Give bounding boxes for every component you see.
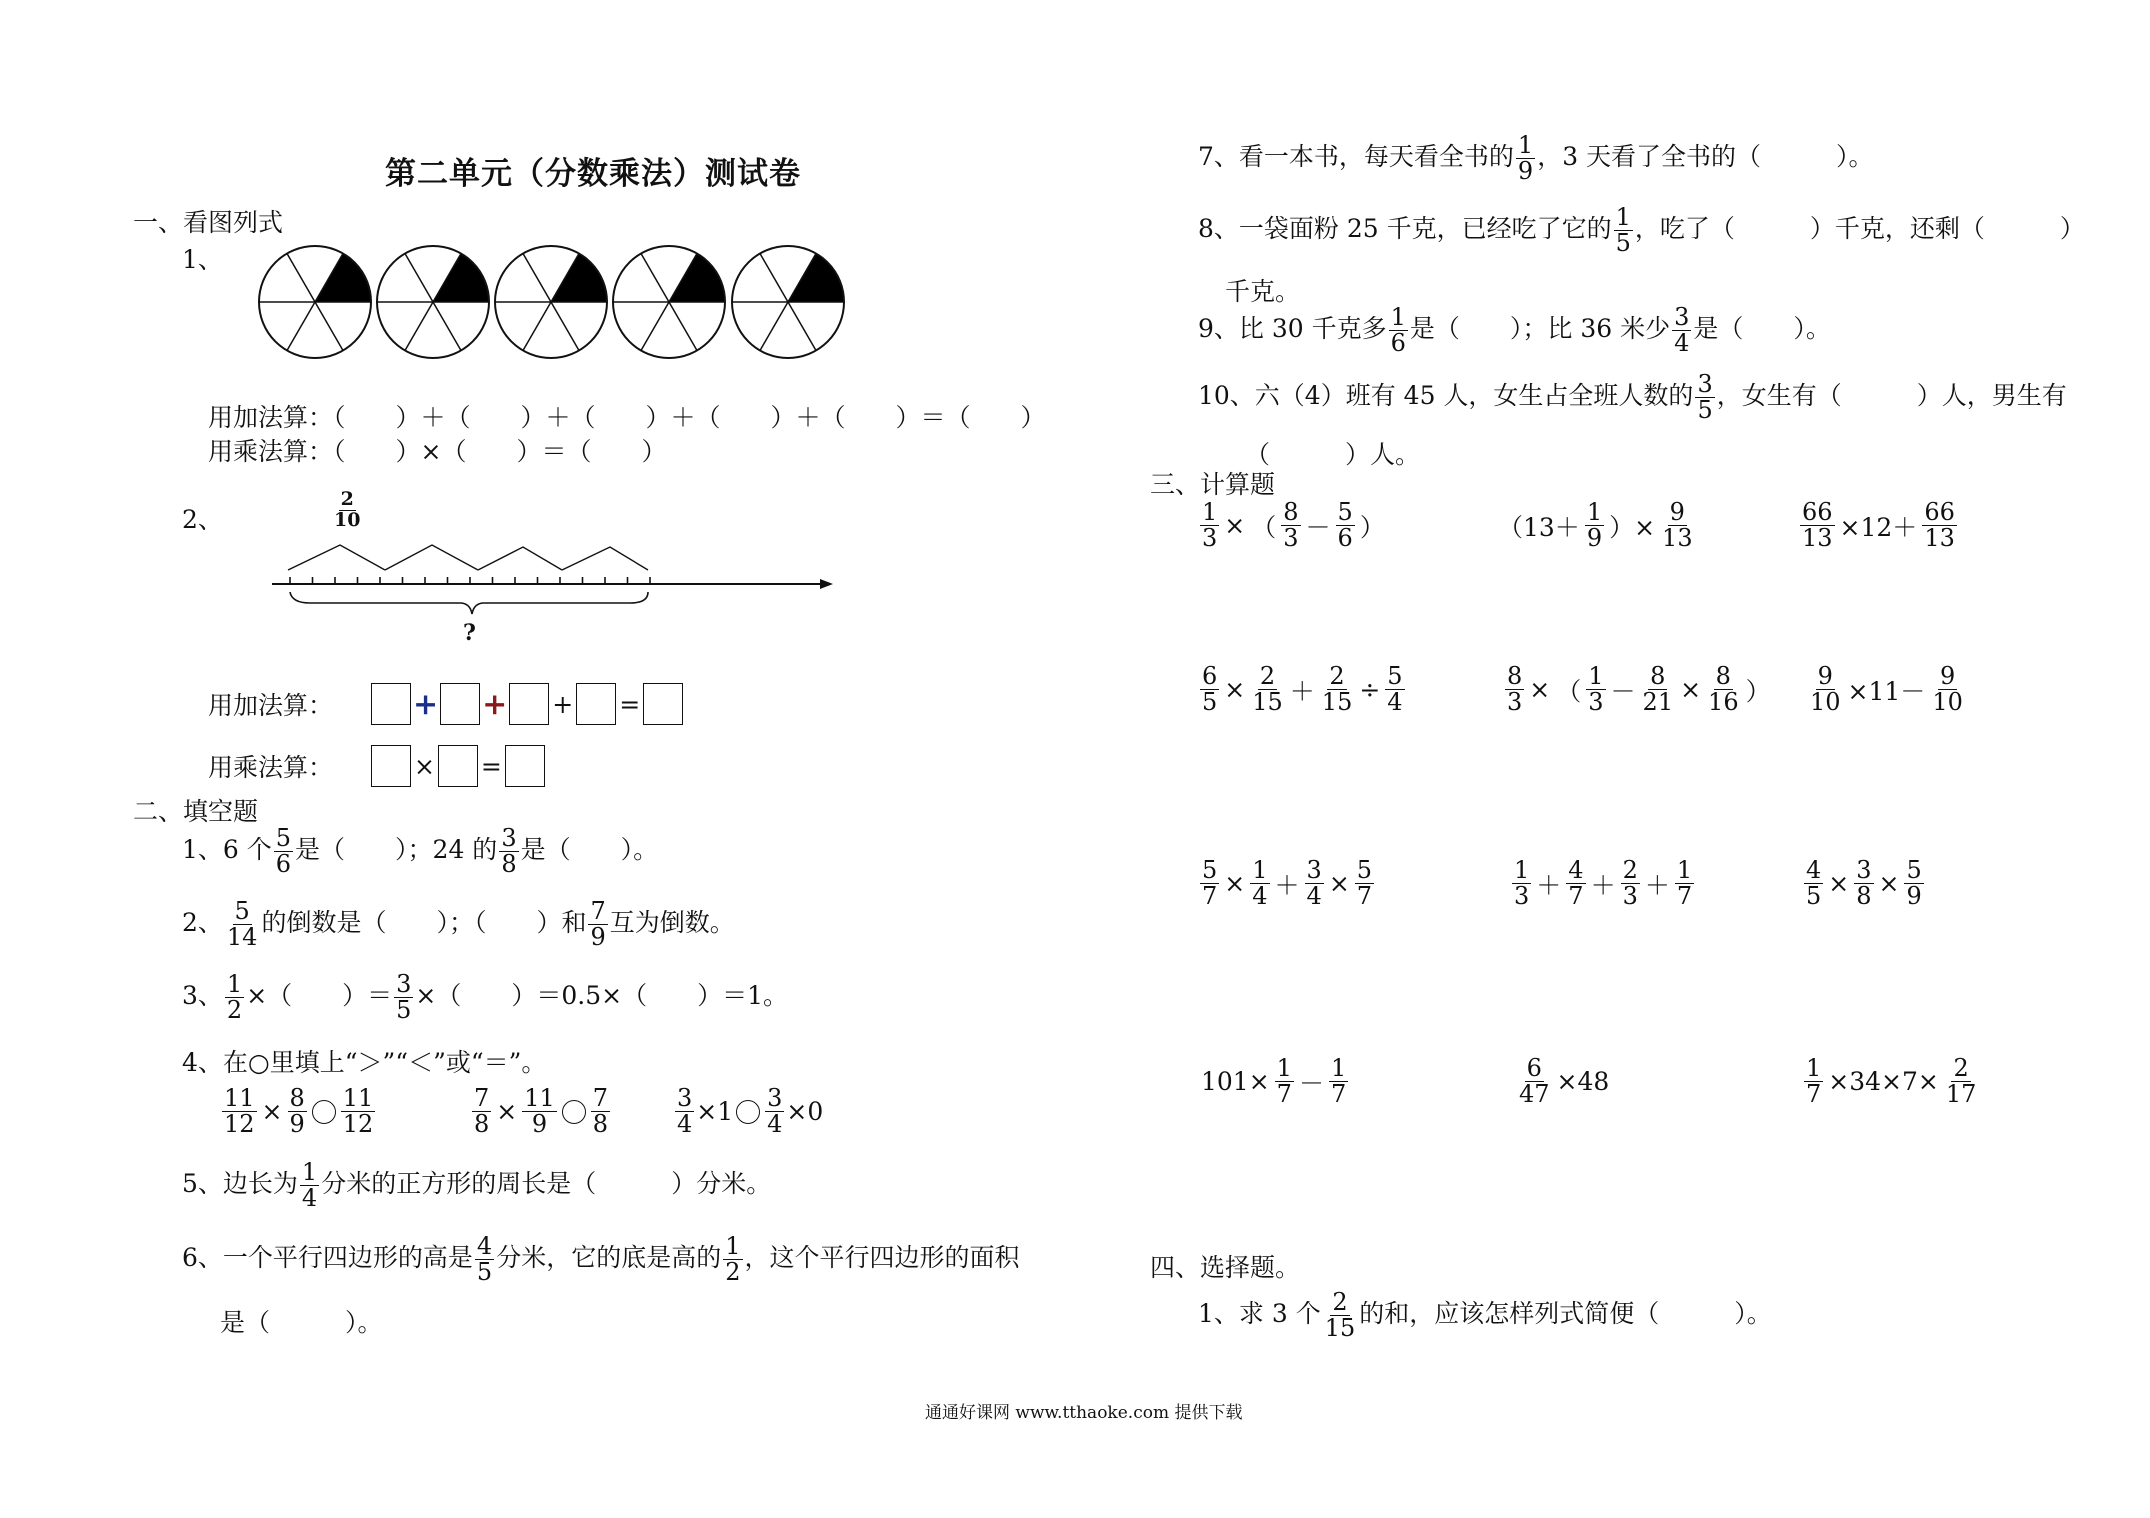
fraction bbox=[288, 1086, 307, 1137]
equals-sign: = bbox=[619, 689, 641, 719]
fill-q6-line2: 是（ ）。 bbox=[220, 1308, 383, 1337]
denominator: 5 bbox=[396, 996, 412, 1025]
text-fragment: ，女生有（ ）人，男生有 bbox=[1716, 381, 2067, 411]
fraction bbox=[394, 972, 413, 1023]
denominator: 6 bbox=[1390, 329, 1406, 358]
denominator: 5 bbox=[1697, 396, 1713, 425]
text-fragment: ＋ bbox=[1289, 676, 1315, 706]
fraction bbox=[341, 1086, 376, 1137]
fraction bbox=[499, 826, 518, 877]
numerator: 5 bbox=[1356, 856, 1373, 884]
calc-12 bbox=[1802, 1056, 1980, 1107]
text-fragment: ×34×7× bbox=[1828, 1067, 1939, 1097]
text-fragment: 是（ ）。 bbox=[1693, 314, 1831, 344]
plus-sign: + bbox=[552, 689, 574, 719]
fraction bbox=[723, 1234, 742, 1285]
arrow-head-icon bbox=[820, 579, 833, 589]
denominator: 7 bbox=[1276, 1080, 1292, 1109]
text-fragment: × bbox=[1224, 511, 1246, 541]
text-fragment: 是（ ）；比 36 米少 bbox=[1409, 314, 1671, 344]
denominator: 15 bbox=[1324, 1314, 1356, 1343]
calc-11 bbox=[1515, 1056, 1612, 1107]
denominator: 7 bbox=[1676, 882, 1693, 911]
numerator: 1 bbox=[1517, 131, 1534, 159]
numerator: 1 bbox=[1252, 856, 1268, 884]
fraction bbox=[274, 826, 293, 877]
numerator: 3 bbox=[767, 1084, 783, 1112]
numerator: 2 bbox=[1332, 1288, 1348, 1316]
text-fragment: 9、比 30 千克多 bbox=[1198, 314, 1387, 344]
underbrace bbox=[290, 592, 648, 614]
fraction bbox=[1621, 858, 1640, 909]
text-fragment: × bbox=[1529, 675, 1551, 705]
denominator: 5 bbox=[1615, 229, 1631, 258]
numerator: 5 bbox=[1906, 856, 1922, 884]
fraction bbox=[1675, 858, 1694, 909]
compare-3 bbox=[673, 1086, 823, 1137]
numerator: 1 bbox=[1390, 303, 1406, 331]
denominator: 6 bbox=[275, 850, 292, 879]
denominator: 5 bbox=[1202, 688, 1218, 717]
text-fragment: × bbox=[1224, 869, 1246, 899]
denominator: 17 bbox=[1945, 1080, 1977, 1109]
fraction bbox=[1512, 858, 1531, 909]
text-fragment: － bbox=[1305, 512, 1331, 542]
fraction bbox=[1854, 858, 1873, 909]
section3-heading: 三、计算题 bbox=[1150, 470, 1276, 499]
mul-label: 用乘法算： bbox=[208, 753, 334, 782]
text-fragment: 10、六（4）班有 45 人，女生占全班人数的 bbox=[1198, 381, 1694, 411]
fraction bbox=[675, 1086, 694, 1137]
page-title: 第二单元（分数乘法）测试卷 bbox=[385, 156, 801, 192]
text-fragment: ＋ bbox=[1536, 870, 1562, 900]
fraction bbox=[1200, 664, 1219, 715]
numerator: 1 bbox=[1588, 662, 1604, 690]
denominator: 5 bbox=[1806, 882, 1822, 911]
equals-sign: = bbox=[480, 751, 502, 781]
fraction bbox=[522, 1086, 557, 1137]
numerator: 1 bbox=[1586, 498, 1603, 526]
answer-box[interactable] bbox=[438, 745, 478, 787]
compare-circle[interactable] bbox=[312, 1100, 336, 1124]
fill-q9 bbox=[1198, 305, 1831, 356]
calc-7 bbox=[1198, 858, 1376, 909]
fraction bbox=[1250, 664, 1285, 715]
denominator: 8 bbox=[1856, 882, 1872, 911]
hump-2 bbox=[385, 545, 478, 570]
text-fragment: ，3 天看了全书的（ ）。 bbox=[1537, 142, 1874, 172]
text-fragment: ＋ bbox=[1590, 870, 1616, 900]
denominator: 12 bbox=[342, 1110, 374, 1139]
q1-label: 1、 bbox=[182, 245, 223, 274]
fraction bbox=[1672, 305, 1691, 356]
text-fragment: ×（ ）＝0.5×（ ）＝1。 bbox=[415, 981, 788, 1011]
numerator: 2 bbox=[1329, 662, 1345, 690]
numerator: 9 bbox=[1817, 662, 1833, 690]
choice-q1 bbox=[1198, 1290, 1772, 1341]
text-fragment: 是（ ）；24 的 bbox=[295, 835, 498, 865]
numerator: 3 bbox=[677, 1084, 693, 1112]
plus-sign: + bbox=[412, 686, 439, 722]
denominator: 4 bbox=[1306, 882, 1322, 911]
denominator: 13 bbox=[1924, 524, 1955, 553]
fraction bbox=[1323, 1290, 1358, 1341]
text-fragment: ，吃了（ ）千克，还剩（ ） bbox=[1634, 214, 2085, 244]
numerator: 7 bbox=[474, 1084, 490, 1112]
numerator: 3 bbox=[1306, 856, 1322, 884]
denominator: 3 bbox=[1283, 524, 1299, 553]
text-fragment: ×12＋ bbox=[1839, 512, 1918, 542]
denominator: 2 bbox=[725, 1258, 741, 1287]
fraction bbox=[225, 972, 244, 1023]
fraction bbox=[475, 1234, 494, 1285]
fraction bbox=[1904, 858, 1923, 909]
fraction bbox=[1585, 500, 1604, 551]
denominator: 14 bbox=[226, 923, 258, 952]
mul-equation-line: 用乘法算：（ ）×（ ）＝（ ） bbox=[208, 437, 667, 466]
answer-box[interactable] bbox=[505, 745, 545, 787]
text-fragment: ×11－ bbox=[1847, 676, 1926, 706]
denominator: 5 bbox=[476, 1258, 493, 1287]
numerator: 5 bbox=[1337, 498, 1353, 526]
fraction bbox=[472, 1086, 491, 1137]
text-fragment: 分米，它的底是高的 bbox=[496, 1243, 722, 1273]
calc-9 bbox=[1802, 858, 1926, 909]
hump-3 bbox=[478, 547, 562, 570]
text-fragment: － bbox=[1610, 676, 1636, 706]
denominator: 13 bbox=[1802, 524, 1833, 553]
compare-circle[interactable] bbox=[562, 1100, 586, 1124]
fraction bbox=[1944, 1056, 1979, 1107]
fraction bbox=[1566, 858, 1585, 909]
text-fragment: ＋ bbox=[1644, 870, 1670, 900]
denominator: 7 bbox=[1568, 882, 1584, 911]
denominator: 9 bbox=[1517, 157, 1534, 186]
fill-q10-line2: （ ）人。 bbox=[1245, 440, 1421, 469]
denominator: 15 bbox=[1321, 688, 1353, 717]
calc-5 bbox=[1503, 664, 1774, 715]
denominator: 9 bbox=[590, 923, 606, 952]
fraction bbox=[1385, 664, 1404, 715]
fill-q10 bbox=[1198, 372, 2067, 423]
denominator: 2 bbox=[226, 996, 243, 1025]
denominator: 4 bbox=[1387, 688, 1403, 717]
fill-q5 bbox=[182, 1160, 771, 1211]
fill-q3 bbox=[182, 972, 788, 1023]
text-fragment: × bbox=[1680, 675, 1702, 705]
section1-heading: 一、看图列式 bbox=[133, 208, 284, 237]
fraction bbox=[765, 1086, 784, 1137]
text-fragment: 1、求 3 个 bbox=[1198, 1299, 1321, 1329]
text-fragment: ×1 bbox=[696, 1097, 734, 1127]
denominator: 3 bbox=[1622, 882, 1638, 911]
text-fragment: ） bbox=[1359, 512, 1385, 542]
denominator: 10 bbox=[1810, 688, 1841, 717]
text-fragment: 互为倒数。 bbox=[609, 908, 735, 938]
text-fragment: （ bbox=[1251, 512, 1277, 542]
add-label: 用加法算： bbox=[208, 691, 334, 720]
numerator: 1 bbox=[301, 1158, 318, 1186]
text-fragment: ） bbox=[1745, 676, 1771, 706]
denominator: 7 bbox=[1356, 882, 1373, 911]
text-fragment: ×（ ）＝ bbox=[246, 981, 393, 1011]
text-fragment: 的和，应该怎样列式简便（ ）。 bbox=[1359, 1299, 1772, 1329]
fraction bbox=[1320, 664, 1355, 715]
calc-1 bbox=[1198, 500, 1388, 551]
numerator: 4 bbox=[1806, 856, 1822, 884]
plus-sign: + bbox=[482, 686, 508, 722]
numerator: 1 bbox=[1330, 1054, 1347, 1082]
numerator: 7 bbox=[592, 1084, 609, 1112]
numerator: 4 bbox=[1568, 856, 1584, 884]
fill-q2 bbox=[182, 899, 735, 950]
denominator: 4 bbox=[767, 1110, 783, 1139]
footer: 通通好课网 www.tthaoke.com 提供下载 bbox=[925, 1403, 1243, 1423]
fraction bbox=[1808, 664, 1843, 715]
denominator: 3 bbox=[1507, 688, 1523, 717]
text-fragment: 3、 bbox=[182, 981, 223, 1011]
text-fragment: × bbox=[496, 1097, 518, 1127]
numerator: 66 bbox=[1924, 498, 1955, 526]
calc-6 bbox=[1806, 664, 1967, 715]
numerator: 1 bbox=[1676, 856, 1693, 884]
fill-q4: 4、在○里填上“＞”“＜”或“＝”。 bbox=[182, 1048, 547, 1077]
text-fragment: － bbox=[1298, 1068, 1324, 1098]
fraction bbox=[1800, 500, 1835, 551]
fraction bbox=[1641, 664, 1676, 715]
text-fragment: ×0 bbox=[786, 1097, 824, 1127]
denominator: 16 bbox=[1708, 688, 1739, 717]
section2-heading: 二、填空题 bbox=[133, 797, 259, 826]
calc-4 bbox=[1198, 664, 1407, 715]
hump-4 bbox=[562, 547, 648, 570]
fraction bbox=[1250, 858, 1269, 909]
text-fragment: 8、一袋面粉 25 千克，已经吃了它的 bbox=[1198, 214, 1612, 244]
fraction bbox=[1922, 500, 1957, 551]
denominator: 21 bbox=[1642, 688, 1674, 717]
section4-heading: 四、选择题。 bbox=[1150, 1253, 1301, 1282]
fraction bbox=[1200, 858, 1219, 909]
numerator: 4 bbox=[476, 1232, 493, 1260]
fill-q7 bbox=[1198, 133, 1874, 184]
fraction bbox=[1586, 664, 1605, 715]
numerator: 11 bbox=[524, 1084, 555, 1112]
numerator: 6 bbox=[1526, 1054, 1542, 1082]
text-fragment: × bbox=[1878, 869, 1900, 899]
numerator: 8 bbox=[1283, 498, 1299, 526]
numerator: 5 bbox=[1387, 662, 1403, 690]
denominator: 12 bbox=[224, 1110, 255, 1139]
question-mark: ? bbox=[463, 620, 476, 646]
text-fragment: ，这个平行四边形的面积 bbox=[744, 1243, 1020, 1273]
numerator: 2 bbox=[1622, 856, 1638, 884]
fraction bbox=[1660, 500, 1695, 551]
denominator: 6 bbox=[1337, 524, 1353, 553]
fraction bbox=[1355, 858, 1374, 909]
text-fragment: × bbox=[261, 1097, 283, 1127]
fraction bbox=[591, 1086, 610, 1137]
numerator: 1 bbox=[725, 1232, 741, 1260]
fraction bbox=[1389, 305, 1408, 356]
fraction bbox=[225, 899, 260, 950]
text-fragment: 的倒数是（ ）；（ ）和 bbox=[261, 908, 587, 938]
fraction bbox=[1695, 372, 1714, 423]
denominator: 8 bbox=[592, 1110, 609, 1139]
fraction bbox=[1329, 1056, 1348, 1107]
calc-8 bbox=[1510, 858, 1696, 909]
fraction bbox=[1804, 858, 1823, 909]
answer-box[interactable] bbox=[576, 683, 616, 725]
denominator: 4 bbox=[677, 1110, 693, 1139]
denominator: 10 bbox=[1932, 688, 1963, 717]
fill-q8-line2: 千克。 bbox=[1225, 277, 1301, 306]
numerator: 1 bbox=[1202, 498, 1218, 526]
text-fragment: 1、6 个 bbox=[182, 835, 272, 865]
text-fragment: （13＋ bbox=[1498, 512, 1580, 542]
numerator: 3 bbox=[1697, 370, 1713, 398]
text-fragment: （ bbox=[1556, 676, 1582, 706]
denominator: 3 bbox=[1588, 688, 1604, 717]
numerator: 9 bbox=[1669, 498, 1685, 526]
numerator: 5 bbox=[1202, 856, 1218, 884]
fraction bbox=[1275, 1056, 1294, 1107]
denominator: 8 bbox=[501, 850, 517, 879]
numerator: 1 bbox=[1276, 1054, 1292, 1082]
fraction bbox=[1517, 1056, 1552, 1107]
numerator: 66 bbox=[1802, 498, 1833, 526]
text-fragment: × bbox=[1328, 869, 1350, 899]
mul-box-row bbox=[208, 745, 545, 787]
fraction bbox=[588, 899, 607, 950]
numerator: 7 bbox=[590, 897, 606, 925]
denominator: 3 bbox=[1514, 882, 1530, 911]
denominator: 4 bbox=[1674, 329, 1690, 358]
numerator: 11 bbox=[224, 1084, 255, 1112]
times-sign: × bbox=[413, 751, 435, 781]
numerator: 2 bbox=[1259, 662, 1276, 690]
segment-numerator: 2 bbox=[340, 488, 354, 510]
numerator: 1 bbox=[226, 970, 243, 998]
numerator: 3 bbox=[396, 970, 412, 998]
numerator: 3 bbox=[1674, 303, 1690, 331]
text-fragment: 101× bbox=[1201, 1067, 1270, 1097]
numerator: 2 bbox=[1953, 1054, 1969, 1082]
text-fragment: 分米的正方形的周长是（ ）分米。 bbox=[321, 1169, 772, 1199]
segment-denominator: 10 bbox=[334, 508, 361, 531]
numerator: 8 bbox=[1715, 662, 1731, 690]
numerator: 9 bbox=[1939, 662, 1956, 690]
calc-10 bbox=[1198, 1056, 1350, 1107]
fraction bbox=[1336, 500, 1355, 551]
fraction bbox=[222, 1086, 257, 1137]
text-fragment: ×48 bbox=[1556, 1067, 1610, 1097]
text-fragment: ）× bbox=[1609, 512, 1656, 542]
fraction bbox=[1614, 205, 1633, 256]
hump-1 bbox=[288, 545, 385, 570]
answer-box[interactable] bbox=[371, 683, 411, 725]
add-box-row bbox=[208, 683, 683, 725]
fraction bbox=[1516, 133, 1535, 184]
denominator: 9 bbox=[1906, 882, 1922, 911]
fill-q8 bbox=[1198, 205, 2085, 256]
denominator: 8 bbox=[474, 1110, 490, 1139]
numerator: 6 bbox=[1202, 662, 1218, 690]
text-fragment: 2、 bbox=[182, 908, 223, 938]
fraction bbox=[300, 1160, 319, 1211]
fill-q6 bbox=[182, 1234, 1020, 1285]
numerator: 11 bbox=[342, 1084, 374, 1112]
numerator: 8 bbox=[1650, 662, 1666, 690]
text-fragment: ＋ bbox=[1274, 870, 1300, 900]
denominator: 9 bbox=[289, 1110, 305, 1139]
denominator: 9 bbox=[1586, 524, 1603, 553]
answer-box[interactable] bbox=[643, 683, 683, 725]
fill-q1 bbox=[182, 826, 658, 877]
numerator: 3 bbox=[1856, 856, 1872, 884]
numerator: 5 bbox=[275, 824, 292, 852]
q2-label: 2、 bbox=[182, 505, 223, 534]
text-fragment: 5、边长为 bbox=[182, 1169, 298, 1199]
denominator: 15 bbox=[1252, 688, 1283, 717]
denominator: 7 bbox=[1806, 1080, 1822, 1109]
calc-3 bbox=[1798, 500, 1959, 551]
compare-2 bbox=[470, 1086, 612, 1137]
numerator: 1 bbox=[1615, 203, 1631, 231]
text-fragment: 是（ ）。 bbox=[520, 835, 659, 865]
calc-2 bbox=[1495, 500, 1697, 551]
numerator: 8 bbox=[289, 1084, 305, 1112]
text-fragment: 6、一个平行四边形的高是 bbox=[182, 1243, 473, 1273]
text-fragment: ÷ bbox=[1359, 675, 1381, 705]
fraction bbox=[1200, 500, 1219, 551]
denominator: 4 bbox=[301, 1184, 318, 1213]
denominator: 13 bbox=[1662, 524, 1693, 553]
fraction bbox=[1930, 664, 1965, 715]
compare-1 bbox=[220, 1086, 377, 1137]
numerator: 1 bbox=[1806, 1054, 1822, 1082]
text-fragment: × bbox=[1828, 869, 1850, 899]
compare-circle[interactable] bbox=[736, 1100, 760, 1124]
answer-box[interactable] bbox=[509, 683, 549, 725]
text-fragment: × bbox=[1224, 675, 1246, 705]
fraction bbox=[1505, 664, 1524, 715]
denominator: 9 bbox=[531, 1110, 548, 1139]
numerator: 8 bbox=[1507, 662, 1523, 690]
add-equation-line: 用加法算：（ ）＋（ ）＋（ ）＋（ ）＋（ ）＝（ ） bbox=[208, 403, 1046, 432]
denominator: 47 bbox=[1519, 1080, 1550, 1109]
numerator: 3 bbox=[501, 824, 517, 852]
denominator: 3 bbox=[1202, 524, 1218, 553]
denominator: 7 bbox=[1330, 1080, 1347, 1109]
denominator: 7 bbox=[1202, 882, 1218, 911]
denominator: 4 bbox=[1252, 882, 1268, 911]
fraction bbox=[1804, 1056, 1823, 1107]
answer-box[interactable] bbox=[440, 683, 480, 725]
answer-box[interactable] bbox=[371, 745, 411, 787]
numerator: 1 bbox=[1514, 856, 1530, 884]
fraction bbox=[1281, 500, 1300, 551]
numerator: 5 bbox=[234, 897, 250, 925]
text-fragment: 7、看一本书，每天看全书的 bbox=[1198, 142, 1514, 172]
fraction bbox=[1706, 664, 1741, 715]
fraction bbox=[1305, 858, 1324, 909]
